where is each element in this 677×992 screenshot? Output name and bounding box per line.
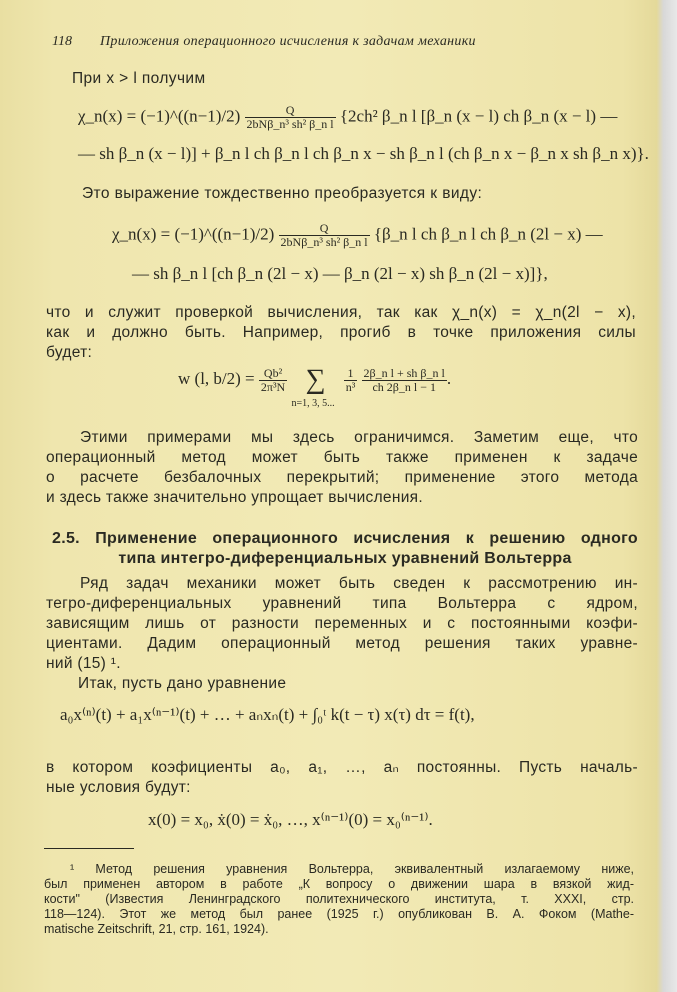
formula-2-line-1 [112, 222, 603, 249]
sum-symbol: ∑ [305, 364, 326, 395]
paragraph-coefficients [46, 758, 638, 798]
coefficient-fraction [259, 367, 287, 394]
fraction-numerator: 2β_n l + sh β_n l [363, 365, 445, 380]
text-line: циентами. Дадим операционный метод решения таких уравне- [46, 635, 638, 652]
fraction-numerator: Q [245, 104, 336, 118]
page-number: 118 [52, 34, 72, 49]
volterra-equation: a₀x⁽ⁿ⁾(t) + a₁x⁽ⁿ⁻¹⁾(t) + … + aₙxₙ(t) + ∫₀ᵗ k(t − τ) x(τ) dτ = f(t), [60, 705, 475, 724]
text-line: Итак, пусть дано уравнение [78, 675, 287, 692]
section-title-line-1 [52, 529, 638, 549]
paragraph-conclusion [46, 428, 638, 508]
formula-1-rest: {2ch² β_n l [β_n (x − l) ch β_n (x − l) — [339, 106, 618, 126]
formula-3: w (l, b/2) = $\frac{\text{Qb²}}{\text{2π³N}}$ ∑ n=1, 3, 5... $\frac{1}{\text{n³}}$ $\frac{\text{2β\_n l + sh β\_n l}}{\text{ch 2β\_n l − 1}}$ . [178, 364, 452, 409]
text-line: ные условия будут: [46, 779, 191, 796]
intro-line: При x > l получим [72, 70, 206, 87]
formula-2-line-2: — sh β_n l [ch β_n (2l − x) — β_n (2l − x) sh β_n (2l − x)]}, [132, 264, 548, 283]
sum-index: n=1, 3, 5... [291, 398, 335, 409]
formula-1-lhs: χ_n(x) = (−1)^((n−1)/2) [78, 106, 241, 126]
fraction-denominator: 2bNβ_n³ sh² β_n l [246, 117, 334, 131]
paragraph-volterra-intro [46, 574, 638, 694]
text-line: операционный метод может быть также применен к задаче [46, 449, 638, 466]
footnote [44, 862, 634, 937]
fraction-denominator: n³ [345, 379, 356, 394]
section-heading [52, 529, 638, 569]
footnote-line: ¹ Метод решения уравнения Вольтерра, эквивалентный излагаемому ниже, [70, 862, 634, 876]
transition-text: Это выражение тождественно преобразуется к виду: [82, 185, 483, 202]
term-1-fraction [344, 367, 358, 394]
text-line: тегро-диференциальных уравнений типа Вольтерра с ядром, [46, 595, 638, 612]
footnote-line: 118—124). Этот же метод был ранее (1925 г.) опубликован В. А. Фоком (Mathe- [44, 907, 634, 921]
summation [291, 364, 335, 409]
section-title-line-2: типа интегро-диференциальных уравнений Вольтерра [118, 550, 572, 567]
formula-1-line-2: — sh β_n (x − l)] + β_n l ch β_n l ch β_n x − sh β_n l (ch β_n x − β_n x sh β_n x)}. [78, 144, 649, 163]
text-line: зависящим лишь от разности переменных и с постоянными коэфи- [46, 615, 638, 632]
term-2-fraction [362, 367, 447, 394]
fraction-denominator: 2bNβ_n³ sh² β_n l [280, 235, 368, 249]
formula-2-lhs: χ_n(x) = (−1)^((n−1)/2) [112, 224, 275, 244]
section-number: 2.5. [52, 530, 80, 547]
section-title: Применение операционного исчисления к решению одного [95, 530, 639, 547]
formula-2-fraction [279, 222, 370, 249]
fraction-denominator: 2π³N [260, 379, 286, 394]
fraction-denominator: ch 2β_n l − 1 [372, 379, 436, 394]
text-line: в котором коэфициенты a₀, a₁, …, aₙ постоянны. Пусть началь- [46, 759, 638, 776]
text-line: будет: [46, 344, 93, 361]
footnote-divider [44, 848, 134, 849]
text-line: о расчете безбалочных перекрытий; применение этого метода [46, 469, 638, 486]
text-line: и здесь также значительно упрощает вычисления. [46, 489, 423, 506]
paragraph-verification [46, 303, 636, 363]
initial-conditions: x(0) = x₀, ẋ(0) = ẋ₀, …, x⁽ⁿ⁻¹⁾(0) = x₀⁽ⁿ⁻¹⁾. [148, 810, 433, 829]
text-line: Этими примерами мы здесь ограничимся. Заметим еще, что [80, 429, 638, 446]
formula-1-fraction [245, 104, 336, 131]
text-line: как и должно быть. Например, прогиб в точке приложения силы [46, 324, 636, 341]
text-line: что и служит проверкой вычисления, так как χ_n(x) = χ_n(2l − x), [46, 304, 636, 321]
text-line: ний (15) ¹. [46, 655, 121, 672]
fraction-numerator: 1 [344, 367, 358, 381]
fraction-numerator: Q [279, 222, 370, 236]
formula-3-lhs: w (l, b/2) = [178, 368, 255, 388]
footnote-line: был применен автором в работе „К вопросу о движении шара в вязкой жид- [44, 877, 634, 891]
footnote-line: кости" (Известия Ленинградского политехнического института, т. XXXI, стр. [44, 892, 634, 906]
text-line: Ряд задач механики может быть сведен к рассмотрению ин- [80, 575, 638, 592]
footnote-line: matische Zeitschrift, 21, стр. 161, 1924). [44, 922, 269, 936]
formula-2-rest: {β_n l ch β_n l ch β_n (2l − x) — [373, 224, 603, 244]
running-title: Приложения операционного исчисления к задачам механики [100, 34, 476, 49]
formula-1-line-1 [78, 104, 617, 131]
fraction-numerator: Qb² [259, 367, 287, 381]
